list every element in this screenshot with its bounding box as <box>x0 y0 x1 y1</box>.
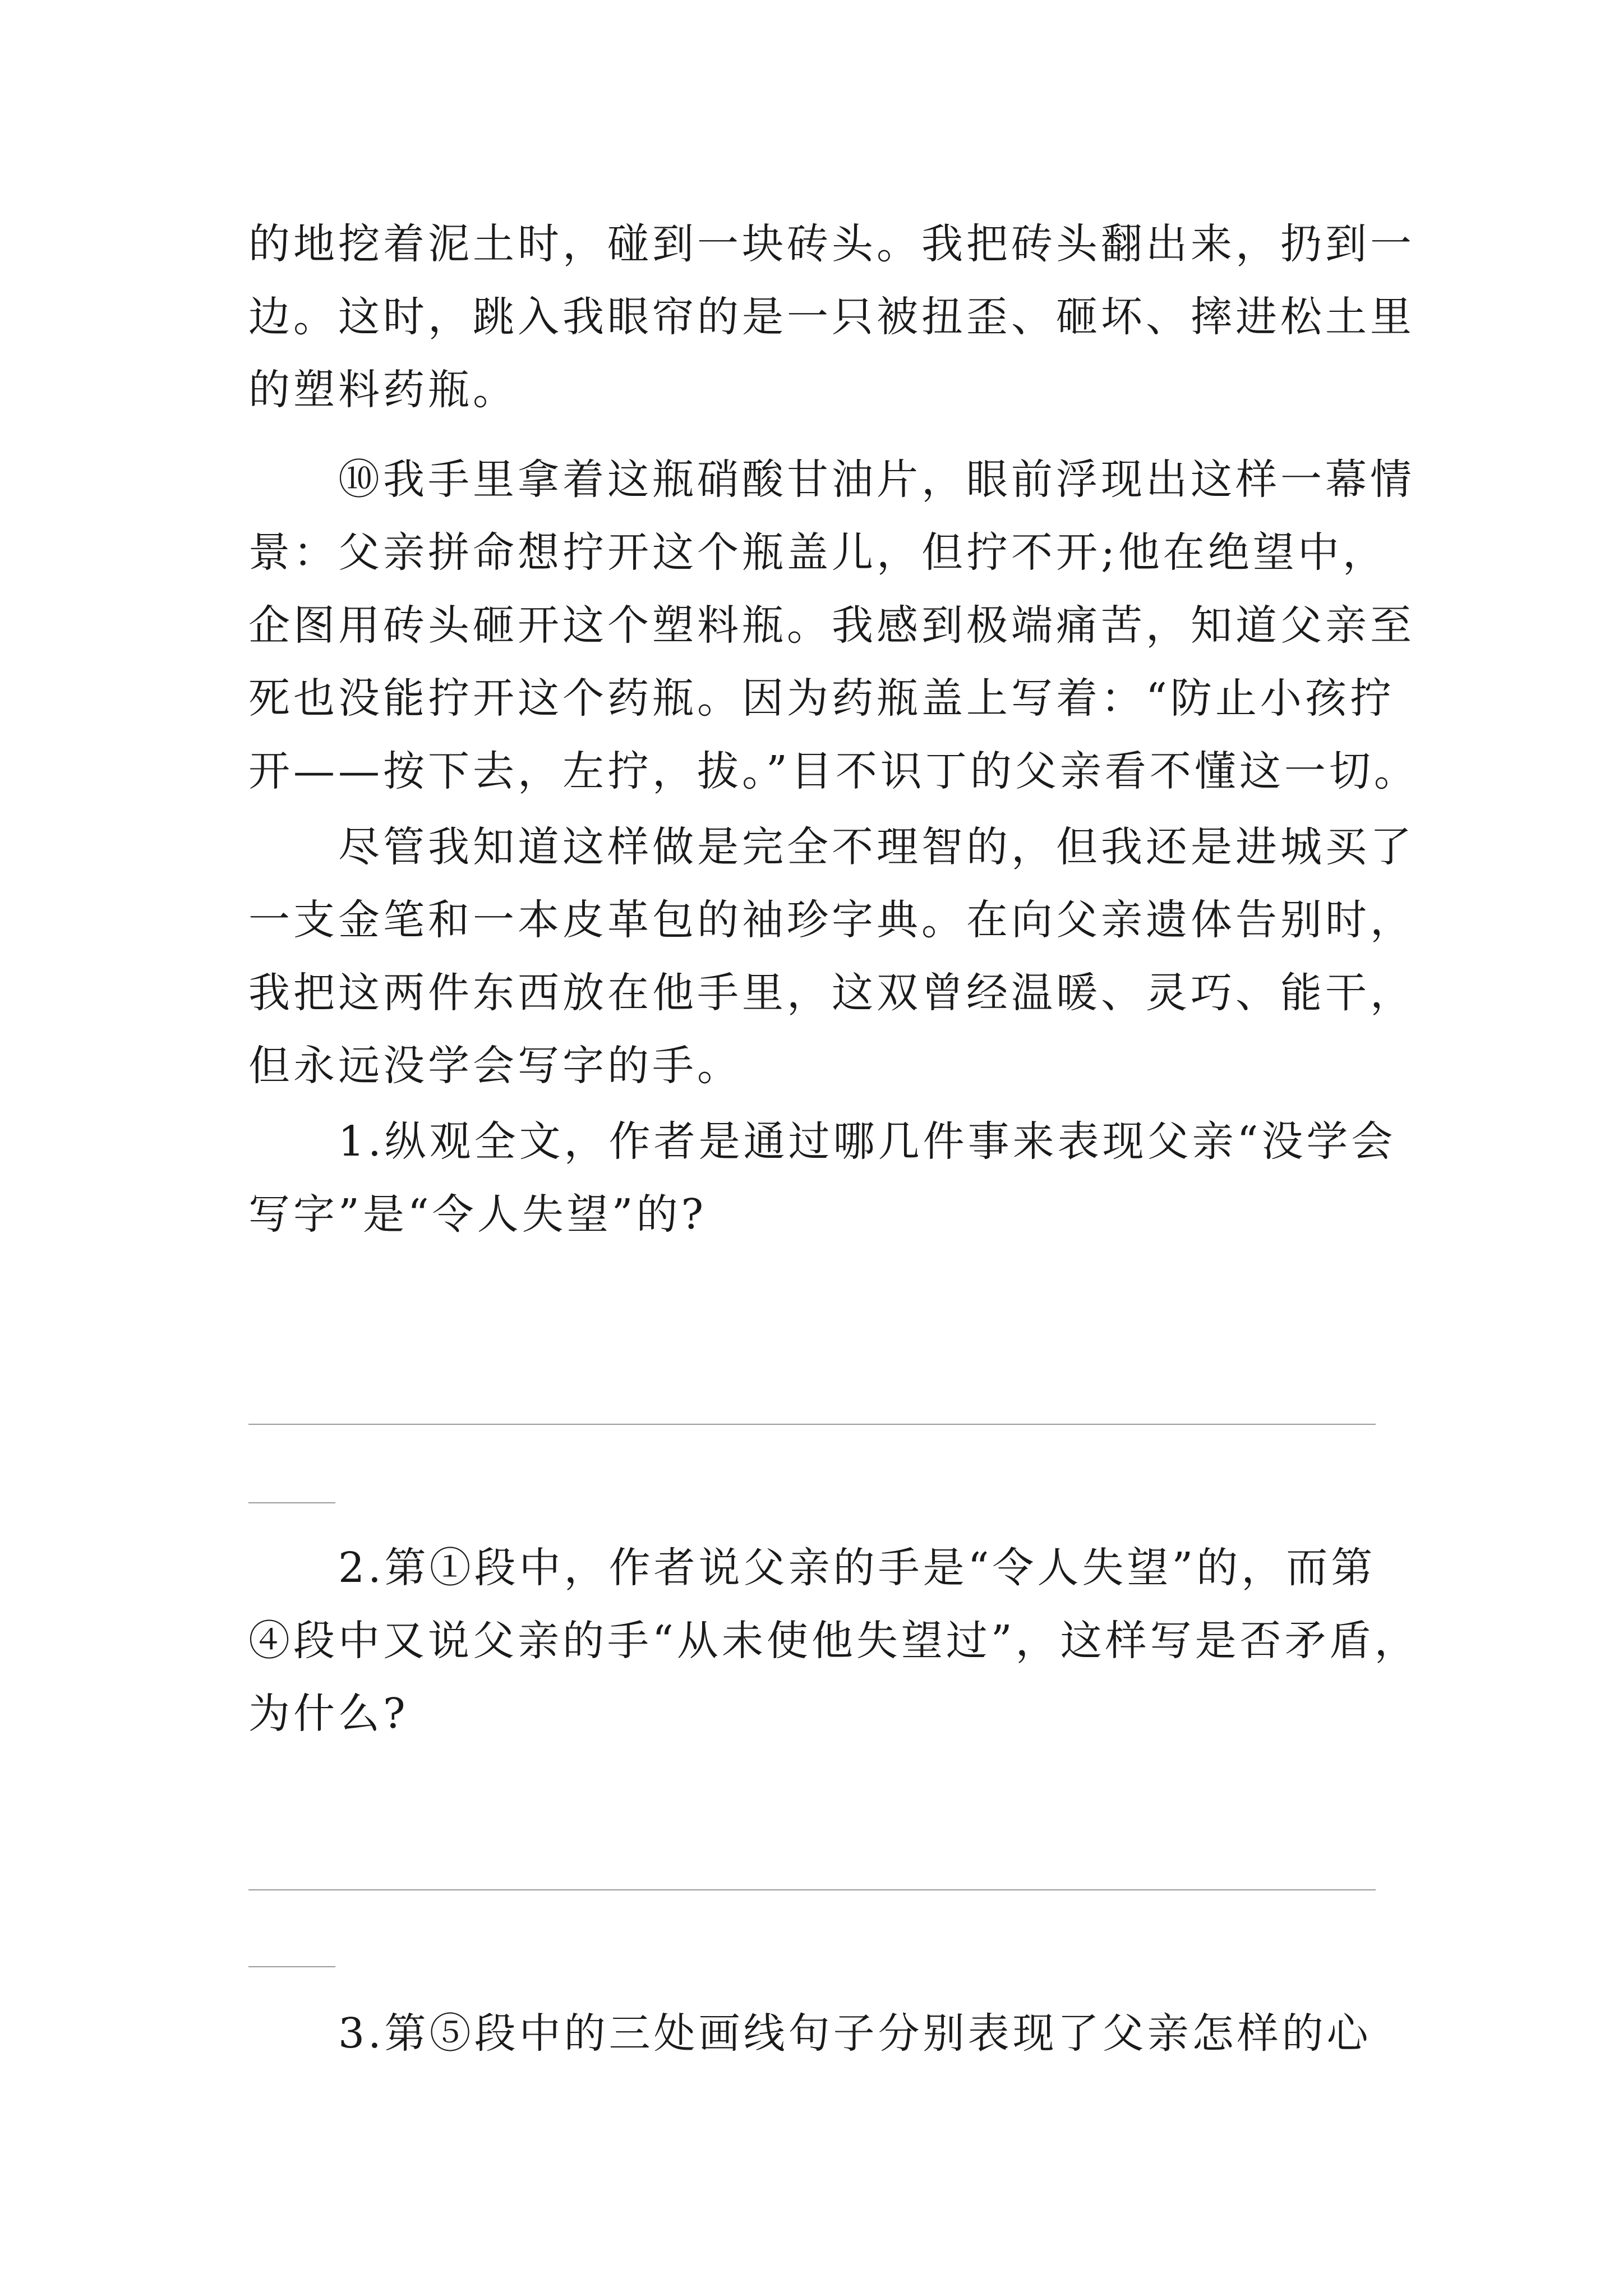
text-line: 2.第①段中，作者说父亲的手是“令人失望”的，而第 <box>248 1544 1376 1592</box>
text-line: 的地挖着泥土时，碰到一块砖头。我把砖头翻出来，扔到一 <box>248 220 1415 268</box>
question-2 <box>248 1531 1419 1750</box>
text-line: 企图用砖头砸开这个塑料瓶。我感到极端痛苦，知道父亲至 <box>248 601 1415 650</box>
passage-paragraph-11 <box>248 811 1415 1102</box>
question-3 <box>248 1997 1393 2070</box>
text-line: 为什么? <box>248 1690 409 1738</box>
text-line: 写字”是“令人失望”的? <box>248 1190 707 1239</box>
text-line: 我把这两件东西放在他手里，这双曾经温暖、灵巧、能干， <box>248 969 1415 1017</box>
text-line: 的塑料药瓶。 <box>248 366 518 414</box>
text-line: 边。这时，跳入我眼帘的是一只被扭歪、砸坏、摔进松土里 <box>248 293 1415 341</box>
text-line: 一支金笔和一本皮革包的袖珍字典。在向父亲遗体告别时， <box>248 896 1415 944</box>
text-line: 但永远没学会写字的手。 <box>248 1042 742 1090</box>
text-line: 1.纵观全文，作者是通过哪几件事来表现父亲“没学会 <box>248 1117 1396 1166</box>
text-line: 景：父亲拼命想拧开这个瓶盖儿，但拧不开;他在绝望中， <box>248 528 1387 577</box>
text-line: ④段中又说父亲的手“从未使他失望过”，这样写是否矛盾， <box>248 1617 1419 1665</box>
text-line: 3.第⑤段中的三处画线句子分别表现了父亲怎样的心 <box>248 2009 1372 2058</box>
passage-paragraph-9 <box>248 208 1415 426</box>
passage-paragraph-10 <box>248 443 1419 808</box>
text-line: 开——按下去，左拧，拔。”目不识丁的父亲看不懂这一切。 <box>248 747 1419 795</box>
answer-line[interactable] <box>248 1889 1376 1890</box>
question-1 <box>248 1105 1396 1251</box>
text-line: 尽管我知道这样做是完全不理智的，但我还是进城买了 <box>248 823 1415 871</box>
text-line: ⑩我手里拿着这瓶硝酸甘油片，眼前浮现出这样一幕情 <box>248 455 1415 504</box>
answer-line-end[interactable] <box>248 1502 335 1503</box>
text-line: 死也没能拧开这个药瓶。因为药瓶盖上写着：“防止小孩拧 <box>248 674 1395 723</box>
answer-line-end[interactable] <box>248 1966 335 1967</box>
answer-line[interactable] <box>248 1424 1376 1425</box>
